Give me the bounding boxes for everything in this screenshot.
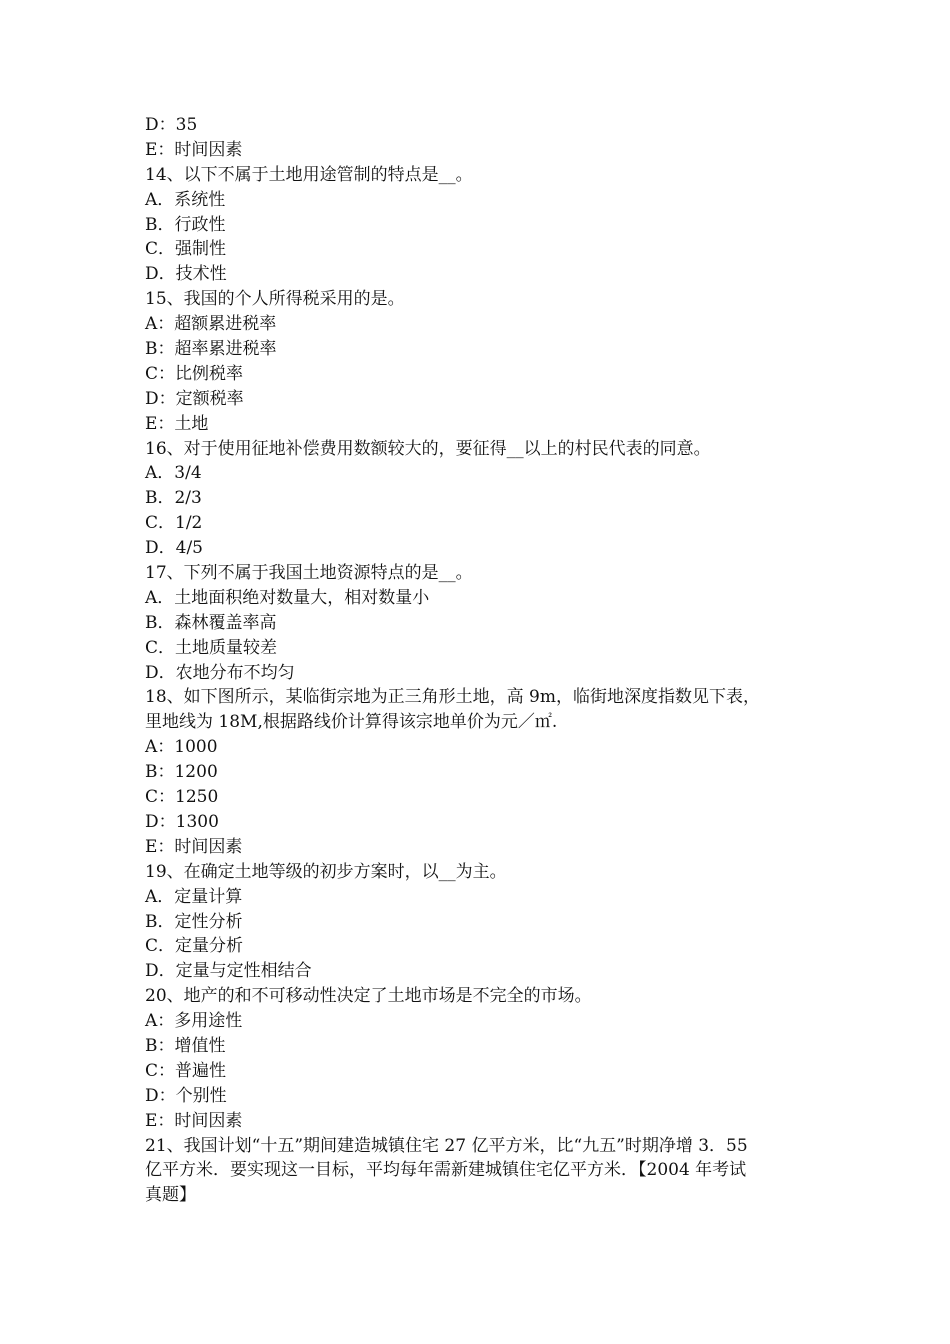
question-14: 14、以下不属于土地用途管制的特点是__。 — [145, 164, 473, 185]
option-line: C：比例税率 — [145, 363, 244, 384]
option-line: C．土地质量较差 — [145, 637, 278, 658]
question-18-continued: 里地线为 18M,根据路线价计算得该宗地单价为元／㎡. — [145, 712, 558, 733]
option-line: C．1/2 — [145, 513, 203, 534]
option-line: C．强制性 — [145, 239, 227, 260]
question-18: 18、如下图所示，某临街宗地为正三角形土地，高 9m，临街地深度指数见下表， — [145, 687, 760, 708]
option-line: E：时间因素 — [145, 1110, 243, 1131]
option-line: C：普遍性 — [145, 1060, 227, 1081]
option-line: B．定性分析 — [145, 911, 243, 932]
text-line: D：35 — [145, 115, 198, 135]
option-line: A．定量计算 — [145, 886, 243, 907]
option-line: A．系统性 — [145, 189, 226, 210]
option-line: E：时间因素 — [145, 836, 243, 857]
question-21: 21、我国计划“十五”期间建造城镇住宅 27 亿平方米，比“九五”时期净增 3．55 — [145, 1135, 748, 1156]
option-line: A：超额累进税率 — [145, 314, 277, 335]
question-17: 17、下列不属于我国土地资源特点的是__。 — [145, 563, 473, 584]
option-line: A．土地面积绝对数量大，相对数量小 — [145, 587, 430, 608]
option-line: B．行政性 — [145, 214, 226, 235]
question-19: 19、在确定土地等级的初步方案时，以__为主。 — [145, 861, 507, 882]
question-16: 16、对于使用征地补偿费用数额较大的，要征得__以上的村民代表的同意。 — [145, 438, 711, 459]
option-line: D．4/5 — [145, 538, 203, 559]
text-line: E：时间因素 — [145, 139, 243, 160]
option-line: C．定量分析 — [145, 936, 244, 957]
option-line: B．2/3 — [145, 488, 202, 509]
option-line: B．森林覆盖率高 — [145, 612, 277, 633]
option-line: D．技术性 — [145, 264, 227, 285]
option-line: B：增值性 — [145, 1035, 226, 1056]
option-line: E：土地 — [145, 413, 209, 434]
option-line: D：个别性 — [145, 1085, 227, 1106]
option-line: B：1200 — [145, 762, 218, 783]
option-line: D．定量与定性相结合 — [145, 961, 312, 982]
option-line: D．农地分布不均匀 — [145, 662, 295, 683]
option-line: A：多用途性 — [145, 1011, 243, 1032]
question-21-continued: 亿平方米．要实现这一目标，平均每年需新建城镇住宅亿平方米．【2004 年考试 — [145, 1160, 747, 1181]
option-line: B：超率累进税率 — [145, 339, 277, 360]
option-line: C：1250 — [145, 787, 219, 808]
option-line: D：定额税率 — [145, 388, 244, 409]
document-page — [145, 113, 815, 1208]
question-15: 15、我国的个人所得税采用的是。 — [145, 289, 405, 310]
question-20: 20、地产的和不可移动性决定了土地市场是不完全的市场。 — [145, 986, 592, 1007]
question-21-continued: 真题】 — [145, 1185, 196, 1206]
option-line: D：1300 — [145, 811, 219, 832]
option-line: A．3/4 — [145, 463, 202, 484]
option-line: A：1000 — [145, 737, 218, 758]
